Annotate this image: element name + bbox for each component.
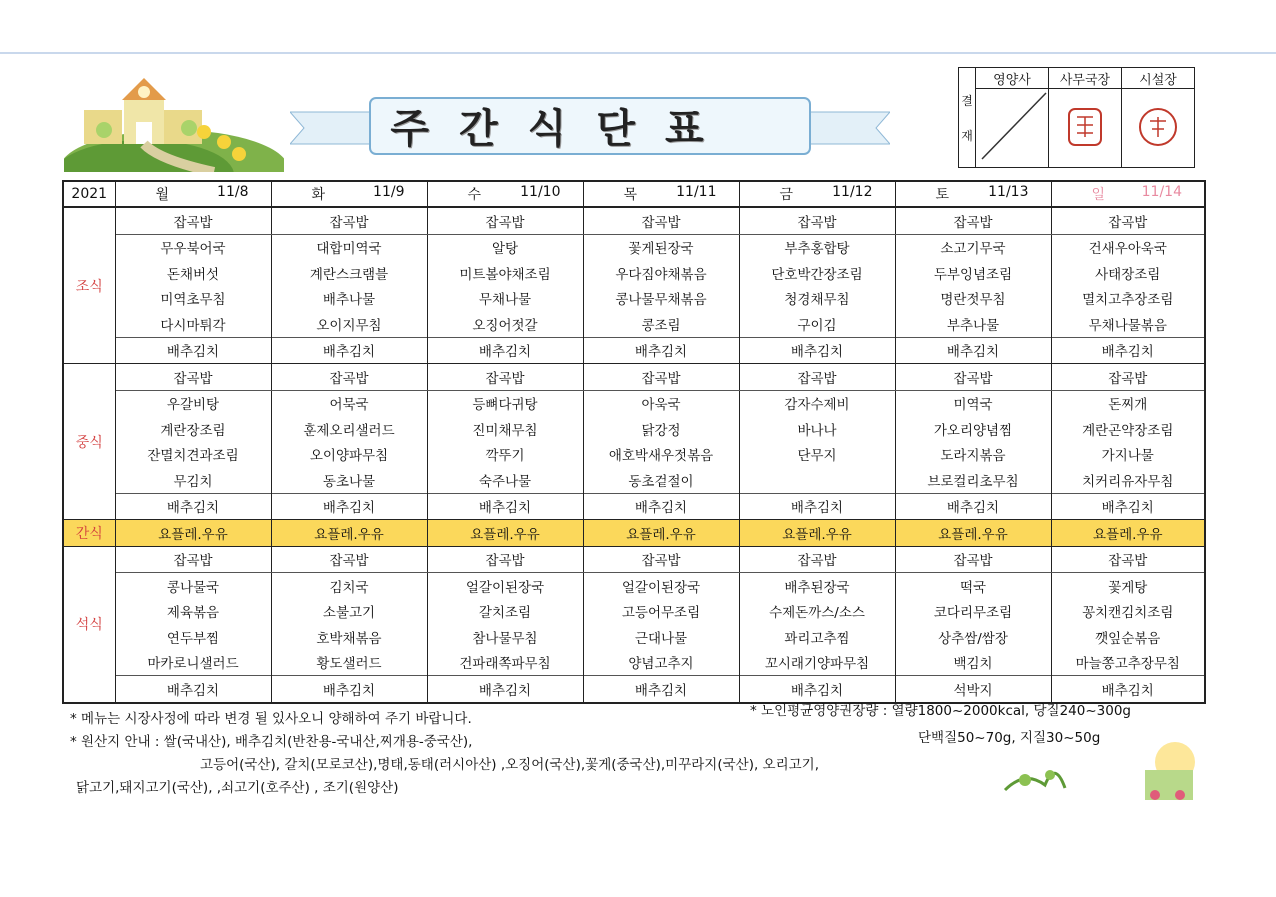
menu-item: 배추김치 bbox=[583, 337, 739, 364]
menu-item: 상추쌈/쌈장 bbox=[895, 624, 1051, 650]
menu-item: 부추홍합탕 bbox=[739, 234, 895, 260]
approval-sign-dietitian bbox=[976, 89, 1049, 168]
menu-row bbox=[63, 390, 1205, 416]
menu-item: 꽃게된장국 bbox=[583, 234, 739, 260]
menu-item: 대합미역국 bbox=[271, 234, 427, 260]
menu-row bbox=[63, 311, 1205, 337]
menu-item: 요플레.우유 bbox=[895, 520, 1051, 547]
menu-item: 콩나물무채볶음 bbox=[583, 286, 739, 312]
day-header bbox=[427, 181, 583, 207]
menu-item: 건새우아욱국 bbox=[1051, 234, 1205, 260]
menu-item: 잡곡밥 bbox=[271, 546, 427, 573]
meal-label: 석식 bbox=[63, 546, 115, 703]
menu-item: 잡곡밥 bbox=[1051, 207, 1205, 234]
menu-item: 갈치조림 bbox=[427, 599, 583, 625]
menu-row bbox=[63, 286, 1205, 312]
menu-item bbox=[739, 467, 895, 493]
day-date: 11/12 bbox=[832, 184, 873, 200]
menu-item: 아욱국 bbox=[583, 390, 739, 416]
day-header bbox=[739, 181, 895, 207]
approval-sign-director bbox=[1122, 89, 1195, 168]
day-date: 11/10 bbox=[520, 184, 561, 200]
menu-item: 배추김치 bbox=[427, 493, 583, 520]
menu-item: 잡곡밥 bbox=[739, 207, 895, 234]
menu-item: 배추김치 bbox=[427, 337, 583, 364]
day-name: 화 bbox=[311, 187, 326, 203]
menu-item: 청경채무침 bbox=[739, 286, 895, 312]
menu-item: 무채나물 bbox=[427, 286, 583, 312]
menu-row bbox=[63, 624, 1205, 650]
menu-item: 미역초무침 bbox=[115, 286, 271, 312]
menu-item: 잡곡밥 bbox=[427, 207, 583, 234]
menu-item: 연두부찜 bbox=[115, 624, 271, 650]
menu-item: 잡곡밥 bbox=[1051, 546, 1205, 573]
menu-item: 돈찌개 bbox=[1051, 390, 1205, 416]
menu-item: 소불고기 bbox=[271, 599, 427, 625]
menu-item: 계란장조림 bbox=[115, 416, 271, 442]
menu-item: 석박지 bbox=[895, 676, 1051, 703]
menu-item: 꼬시래기양파무침 bbox=[739, 650, 895, 676]
menu-item: 배추김치 bbox=[739, 493, 895, 520]
menu-item: 명란젓무침 bbox=[895, 286, 1051, 312]
menu-item: 무김치 bbox=[115, 467, 271, 493]
menu-item: 치커리유자무침 bbox=[1051, 467, 1205, 493]
menu-item: 오징어젓갈 bbox=[427, 311, 583, 337]
menu-item: 무채나물볶음 bbox=[1051, 311, 1205, 337]
menu-item: 돈채버섯 bbox=[115, 260, 271, 286]
menu-item: 훈제오리샐러드 bbox=[271, 416, 427, 442]
menu-item: 배추김치 bbox=[739, 676, 895, 703]
menu-row bbox=[63, 493, 1205, 520]
day-header bbox=[115, 181, 271, 207]
menu-row bbox=[63, 546, 1205, 573]
menu-item: 감자수제비 bbox=[739, 390, 895, 416]
day-header bbox=[895, 181, 1051, 207]
menu-item: 배추김치 bbox=[427, 676, 583, 703]
menu-row bbox=[63, 416, 1205, 442]
day-header bbox=[583, 181, 739, 207]
menu-item: 잡곡밥 bbox=[583, 207, 739, 234]
note-origin-line3: 닭고기,돼지고기(국산), ,쇠고기(호주산) , 조기(원양산) bbox=[76, 780, 399, 796]
meal-label: 중식 bbox=[63, 364, 115, 520]
approval-role-director: 시설장 bbox=[1122, 68, 1195, 89]
menu-item: 요플레.우유 bbox=[427, 520, 583, 547]
menu-row bbox=[63, 234, 1205, 260]
weekly-menu-table bbox=[62, 180, 1206, 704]
menu-item: 배추김치 bbox=[115, 337, 271, 364]
menu-item: 양념고추지 bbox=[583, 650, 739, 676]
menu-item: 건파래쪽파무침 bbox=[427, 650, 583, 676]
menu-item: 잔멸치견과조림 bbox=[115, 442, 271, 468]
day-date: 11/13 bbox=[988, 184, 1029, 200]
menu-item: 콩조림 bbox=[583, 311, 739, 337]
menu-item: 잡곡밥 bbox=[115, 207, 271, 234]
menu-item: 요플레.우유 bbox=[1051, 520, 1205, 547]
menu-item: 황도샐러드 bbox=[271, 650, 427, 676]
menu-item: 잡곡밥 bbox=[895, 546, 1051, 573]
menu-item: 동초겉절이 bbox=[583, 467, 739, 493]
note-origin-line2: 고등어(국산), 갈치(모로코산),명태,동태(러시아산) ,오징어(국산),꽃게(중국산),미꾸라지(국산), 오리고기, bbox=[200, 757, 820, 773]
menu-item: 어묵국 bbox=[271, 390, 427, 416]
menu-item: 배추김치 bbox=[739, 337, 895, 364]
menu-item: 배추김치 bbox=[895, 337, 1051, 364]
nutrition-line1: * 노인평균영양권장량 : 열량1800~2000kcal, 당질240~300g bbox=[750, 703, 1131, 719]
meal-label: 조식 bbox=[63, 207, 115, 364]
menu-item: 잡곡밥 bbox=[271, 207, 427, 234]
menu-item: 잡곡밥 bbox=[895, 364, 1051, 391]
menu-item: 얼갈이된장국 bbox=[583, 573, 739, 599]
menu-item: 떡국 bbox=[895, 573, 1051, 599]
menu-item: 깻잎순볶음 bbox=[1051, 624, 1205, 650]
menu-item: 잡곡밥 bbox=[583, 364, 739, 391]
menu-item: 진미채무침 bbox=[427, 416, 583, 442]
notes-section bbox=[70, 708, 819, 800]
menu-item: 가오리양념찜 bbox=[895, 416, 1051, 442]
menu-row bbox=[63, 337, 1205, 364]
day-date: 11/11 bbox=[676, 184, 717, 200]
menu-row bbox=[63, 573, 1205, 599]
stamp-seal-icon bbox=[1049, 89, 1121, 163]
menu-item: 잡곡밥 bbox=[271, 364, 427, 391]
menu-row bbox=[63, 467, 1205, 493]
menu-row bbox=[63, 260, 1205, 286]
menu-item: 배추된장국 bbox=[739, 573, 895, 599]
menu-item: 잡곡밥 bbox=[427, 364, 583, 391]
menu-item: 배추김치 bbox=[1051, 493, 1205, 520]
menu-item: 코다리무조림 bbox=[895, 599, 1051, 625]
menu-row bbox=[63, 207, 1205, 234]
menu-item: 부추나물 bbox=[895, 311, 1051, 337]
menu-item: 계란스크램블 bbox=[271, 260, 427, 286]
day-header-row bbox=[63, 181, 1205, 207]
menu-item: 배추김치 bbox=[895, 493, 1051, 520]
flower-sun-illustration bbox=[995, 740, 1195, 805]
day-header bbox=[271, 181, 427, 207]
note-origin-line1: * 원산지 안내 : 쌀(국내산), 배추김치(반찬용-국내산,찌개용-중국산), bbox=[70, 734, 473, 750]
day-header bbox=[1051, 181, 1205, 207]
menu-item: 오이양파무침 bbox=[271, 442, 427, 468]
menu-item: 단무지 bbox=[739, 442, 895, 468]
day-name: 일 bbox=[1091, 187, 1106, 203]
menu-item: 배추김치 bbox=[271, 493, 427, 520]
menu-item: 요플레.우유 bbox=[739, 520, 895, 547]
menu-item: 잡곡밥 bbox=[427, 546, 583, 573]
menu-item: 소고기무국 bbox=[895, 234, 1051, 260]
meal-label: 간식 bbox=[63, 520, 115, 547]
menu-item: 호박채볶음 bbox=[271, 624, 427, 650]
day-date: 11/8 bbox=[217, 184, 249, 200]
menu-item: 닭강정 bbox=[583, 416, 739, 442]
menu-item: 근대나물 bbox=[583, 624, 739, 650]
menu-item: 숙주나물 bbox=[427, 467, 583, 493]
menu-item: 다시마튀각 bbox=[115, 311, 271, 337]
stamp-seal-icon bbox=[1122, 89, 1194, 163]
menu-item: 미트볼야채조림 bbox=[427, 260, 583, 286]
menu-item: 도라지볶음 bbox=[895, 442, 1051, 468]
menu-item: 동초나물 bbox=[271, 467, 427, 493]
menu-row bbox=[63, 364, 1205, 391]
menu-item: 배추김치 bbox=[115, 676, 271, 703]
menu-item: 배추나물 bbox=[271, 286, 427, 312]
menu-item: 배추김치 bbox=[271, 337, 427, 364]
menu-item: 두부잉념조림 bbox=[895, 260, 1051, 286]
menu-item: 브로컬리초무침 bbox=[895, 467, 1051, 493]
menu-item: 잡곡밥 bbox=[115, 364, 271, 391]
menu-item: 우갈비탕 bbox=[115, 390, 271, 416]
menu-item: 잡곡밥 bbox=[739, 364, 895, 391]
menu-item: 김치국 bbox=[271, 573, 427, 599]
menu-item: 잡곡밥 bbox=[739, 546, 895, 573]
menu-item: 단호박간장조림 bbox=[739, 260, 895, 286]
menu-item: 얼갈이된장국 bbox=[427, 573, 583, 599]
day-name: 토 bbox=[935, 187, 950, 203]
menu-item: 바나나 bbox=[739, 416, 895, 442]
menu-item: 구이김 bbox=[739, 311, 895, 337]
menu-item: 마카로니샐러드 bbox=[115, 650, 271, 676]
menu-item: 사태장조림 bbox=[1051, 260, 1205, 286]
day-date: 11/14 bbox=[1141, 184, 1182, 200]
day-name: 목 bbox=[623, 187, 638, 203]
menu-item: 배추김치 bbox=[115, 493, 271, 520]
nutrition-line2: 단백질50~70g, 지질30~50g bbox=[918, 730, 1101, 746]
menu-item: 알탕 bbox=[427, 234, 583, 260]
menu-item: 요플레.우유 bbox=[583, 520, 739, 547]
menu-item: 고등어무조림 bbox=[583, 599, 739, 625]
approval-role-manager: 사무국장 bbox=[1049, 68, 1122, 89]
menu-item: 꽈리고추찜 bbox=[739, 624, 895, 650]
menu-item: 배추김치 bbox=[1051, 676, 1205, 703]
menu-item: 깍뚜기 bbox=[427, 442, 583, 468]
menu-item: 잡곡밥 bbox=[583, 546, 739, 573]
signature-stroke bbox=[976, 89, 1048, 163]
menu-item: 제육볶음 bbox=[115, 599, 271, 625]
day-date: 11/9 bbox=[373, 184, 405, 200]
day-name: 월 bbox=[155, 187, 170, 203]
menu-row bbox=[63, 442, 1205, 468]
menu-item: 멸치고추장조림 bbox=[1051, 286, 1205, 312]
menu-item: 미역국 bbox=[895, 390, 1051, 416]
menu-item: 무우북어국 bbox=[115, 234, 271, 260]
menu-item: 요플레.우유 bbox=[271, 520, 427, 547]
menu-item: 배추김치 bbox=[271, 676, 427, 703]
menu-item: 꽁치캔김치조림 bbox=[1051, 599, 1205, 625]
top-rule bbox=[0, 52, 1276, 54]
menu-item: 애호박새우젓볶음 bbox=[583, 442, 739, 468]
house-hill-illustration bbox=[64, 70, 284, 172]
menu-item: 계란곤약장조림 bbox=[1051, 416, 1205, 442]
approval-role-dietitian: 영양사 bbox=[976, 68, 1049, 89]
menu-item: 가지나물 bbox=[1051, 442, 1205, 468]
menu-item: 콩나물국 bbox=[115, 573, 271, 599]
menu-item: 잡곡밥 bbox=[1051, 364, 1205, 391]
year-cell: 2021 bbox=[63, 181, 115, 207]
menu-item: 잡곡밥 bbox=[115, 546, 271, 573]
approval-side-label: 결 재 bbox=[959, 68, 976, 168]
menu-item: 잡곡밥 bbox=[895, 207, 1051, 234]
menu-item: 참나물무침 bbox=[427, 624, 583, 650]
menu-item: 수제돈까스/소스 bbox=[739, 599, 895, 625]
menu-item: 오이지무침 bbox=[271, 311, 427, 337]
day-name: 금 bbox=[779, 187, 794, 203]
menu-item: 백김치 bbox=[895, 650, 1051, 676]
menu-item: 마늘쫑고추장무침 bbox=[1051, 650, 1205, 676]
approval-sign-manager bbox=[1049, 89, 1122, 168]
menu-row bbox=[63, 520, 1205, 547]
menu-item: 요플레.우유 bbox=[115, 520, 271, 547]
menu-row bbox=[63, 650, 1205, 676]
menu-item: 우다짐야채볶음 bbox=[583, 260, 739, 286]
menu-item: 배추김치 bbox=[583, 676, 739, 703]
approval-box bbox=[958, 67, 1195, 168]
menu-row bbox=[63, 599, 1205, 625]
menu-item: 배추김치 bbox=[1051, 337, 1205, 364]
page-title: 주간식단표 bbox=[390, 105, 734, 152]
menu-item: 배추김치 bbox=[583, 493, 739, 520]
day-name: 수 bbox=[467, 187, 482, 203]
menu-item: 꽃게탕 bbox=[1051, 573, 1205, 599]
note-menu-change: * 메뉴는 시장사정에 따라 변경 될 있사오니 양해하여 주기 바랍니다. bbox=[70, 711, 472, 727]
menu-item: 등뼈다귀탕 bbox=[427, 390, 583, 416]
